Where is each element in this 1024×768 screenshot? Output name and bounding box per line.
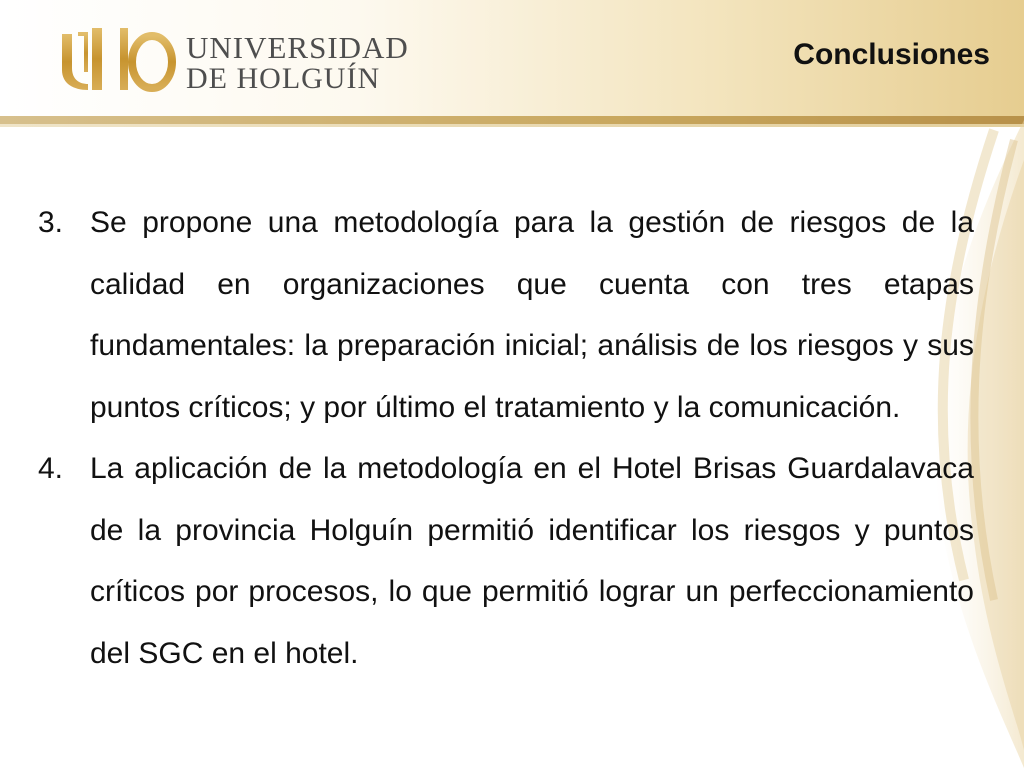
logo-text-universidad: UNIVERSIDAD: [186, 30, 409, 65]
list-item-number: 3.: [38, 206, 64, 239]
list-item: [38, 192, 974, 438]
list-item-number: 4.: [38, 452, 64, 485]
list-item-text: La aplicación de la metodología en el Hotel Brisas Guardalavaca de la provincia Holguín permitió identificar los riesgos y puntos críticos por procesos, lo que permitió lograr un perfeccionamiento del SGC en el hotel.: [90, 452, 974, 670]
uho-logo-mark-icon: [58, 24, 178, 96]
list-item: [38, 438, 974, 684]
logo-text-holguin: DE HOLGUÍN: [186, 62, 381, 95]
slide-title: Conclusiones: [793, 38, 990, 71]
conclusions-list: [38, 192, 974, 684]
list-item-text: Se propone una metodología para la gestión de riesgos de la calidad en organizaciones que cuenta con tres etapas fundamentales: la preparación inicial; análisis de los riesgos y sus puntos críticos; y por último el tratamiento y la comunicación.: [90, 206, 974, 424]
university-logo: [58, 24, 409, 96]
